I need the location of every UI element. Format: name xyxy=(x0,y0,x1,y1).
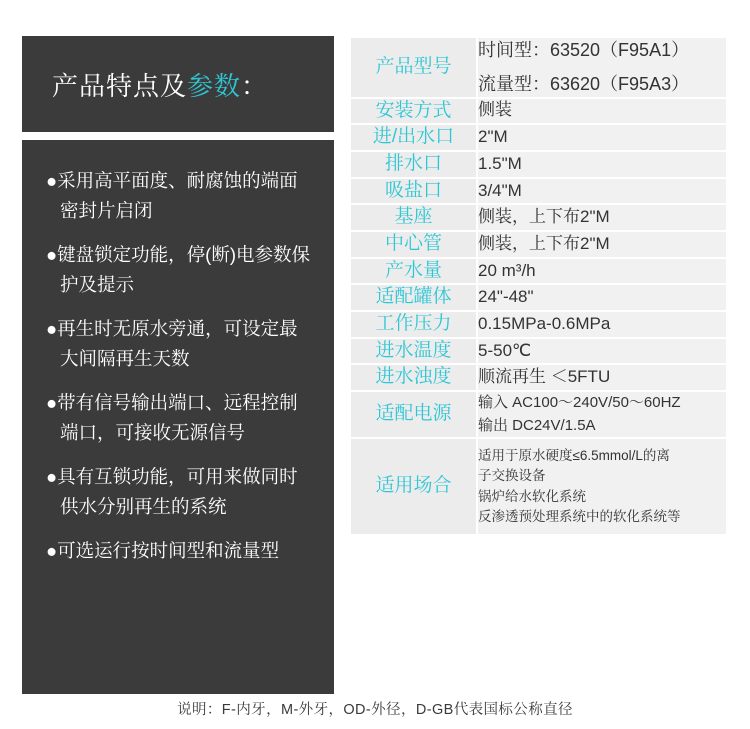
spec-label: 排水口 xyxy=(350,151,477,178)
spec-value: 顺流再生 ＜5FTU xyxy=(477,364,727,391)
spec-label: 适用场合 xyxy=(350,438,477,535)
spec-value-line: 反渗透预处理系统中的软化系统等 xyxy=(478,508,681,524)
spec-value: 20 m³/h xyxy=(477,258,727,285)
spec-value-line: 锅炉给水软化系统 xyxy=(478,488,586,504)
table-row xyxy=(350,124,727,151)
list-item: ●带有信号输出端口、远程控制端口，可接收无源信号 xyxy=(46,391,298,443)
table-row xyxy=(350,231,727,258)
spec-value-line: 子交换设备 xyxy=(478,468,546,484)
spec-label: 安装方式 xyxy=(350,98,477,125)
spec-value: 侧装 xyxy=(477,98,727,125)
spec-label: 吸盐口 xyxy=(350,178,477,205)
spec-label: 进/出水口 xyxy=(350,124,477,151)
list-item: ●可选运行按时间型和流量型 xyxy=(46,539,280,561)
spec-value: 侧装，上下布2"M xyxy=(477,204,727,231)
spec-label: 进水温度 xyxy=(350,338,477,365)
features-list xyxy=(22,140,334,694)
list-item: ●采用高平面度、耐腐蚀的端面密封片启闭 xyxy=(46,170,298,221)
table-row xyxy=(350,37,727,98)
spec-label: 基座 xyxy=(350,204,477,231)
spec-value: 侧装，上下布2"M xyxy=(477,231,727,258)
spec-label: 工作压力 xyxy=(350,311,477,338)
spec-value-line: 适用于原水硬度≤6.5mmol/L的离 xyxy=(478,448,670,464)
spec-value: 2"M xyxy=(477,124,727,151)
spec-label: 适配电源 xyxy=(350,391,477,438)
spec-value-line: 流量型：63620（F95A3） xyxy=(478,74,690,95)
table-row xyxy=(350,311,727,338)
page-title-main: 产品特点及 xyxy=(52,70,188,101)
page-title xyxy=(52,66,268,103)
spec-value-line: 输入 AC100～240V/50～60HZ xyxy=(478,394,681,412)
features-title-box xyxy=(22,36,334,132)
spec-value: 5-50℃ xyxy=(477,338,727,365)
table-row xyxy=(350,284,727,311)
page-title-accent: 参数 xyxy=(187,70,242,101)
spec-label: 进水浊度 xyxy=(350,364,477,391)
spec-label: 中心管 xyxy=(350,231,477,258)
spec-label: 适配罐体 xyxy=(350,284,477,311)
spec-value: 24"-48" xyxy=(477,284,727,311)
spec-value xyxy=(477,37,727,98)
list-item: ●具有互锁功能，可用来做同时供水分别再生的系统 xyxy=(46,465,298,517)
spec-value xyxy=(477,391,727,438)
page-title-colon: ： xyxy=(241,70,269,101)
table-row xyxy=(350,338,727,365)
features-column xyxy=(22,36,334,694)
spec-value-line: 时间型：63520（F95A1） xyxy=(478,40,690,60)
table-row xyxy=(350,364,727,391)
table-row xyxy=(350,391,727,438)
list-item: ●再生时无原水旁通，可设定最大间隔再生天数 xyxy=(46,317,298,369)
table-row xyxy=(350,204,727,231)
spec-value xyxy=(477,438,727,535)
spec-value: 1.5"M xyxy=(477,151,727,178)
spec-value: 3/4"M xyxy=(477,178,727,205)
spec-value: 0.15MPa-0.6MPa xyxy=(477,311,727,338)
table-row xyxy=(350,98,727,125)
spec-label: 产水量 xyxy=(350,258,477,285)
table-row xyxy=(350,151,727,178)
spec-label: 产品型号 xyxy=(350,37,477,98)
spec-value-line: 输出 DC24V/1.5A xyxy=(478,416,596,434)
list-item: ●键盘锁定功能，停(断)电参数保护及提示 xyxy=(46,243,310,295)
table-row xyxy=(350,178,727,205)
table-row xyxy=(350,438,727,535)
table-row xyxy=(350,258,727,285)
spec-table-wrap xyxy=(349,36,728,536)
footer-note: 说明：F-内牙，M-外牙，OD-外径，D-GB代表国标公称直径 xyxy=(177,702,573,718)
spec-table xyxy=(349,36,728,536)
